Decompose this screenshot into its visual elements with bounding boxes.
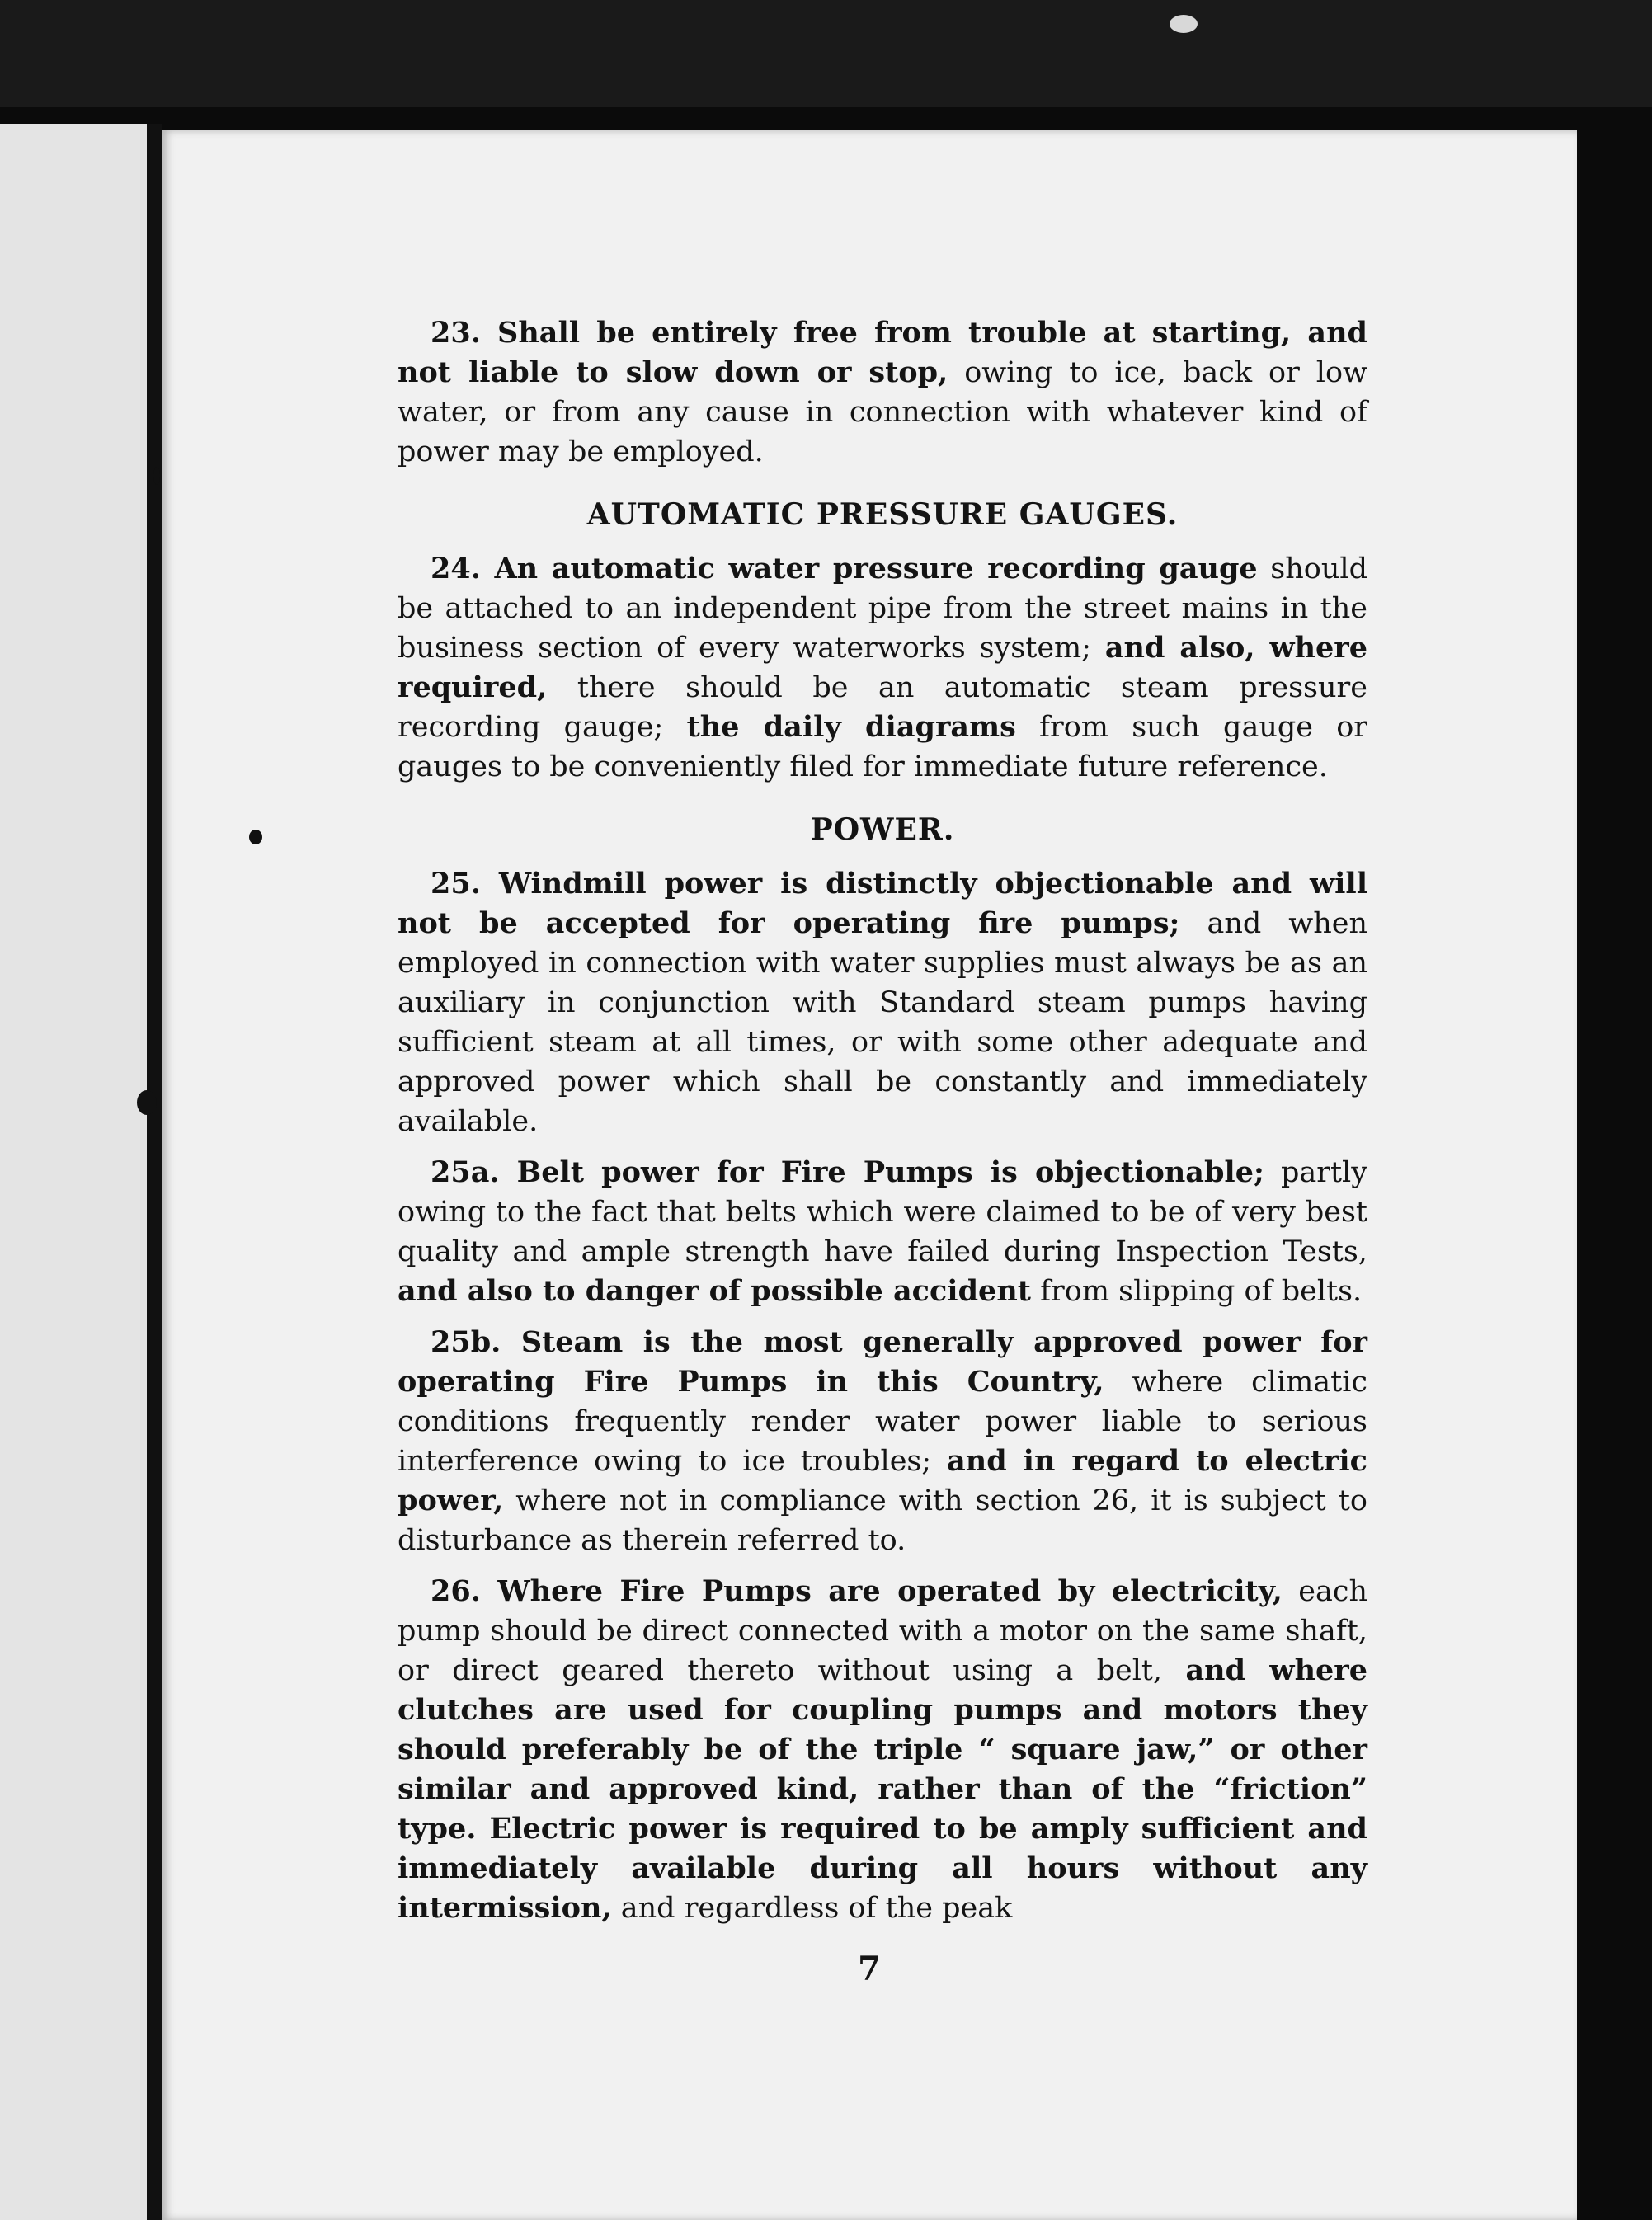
paragraph-24 <box>398 549 1367 787</box>
paragraph-bold-run: 25a. Belt power for Fire Pumps is objectionable; <box>431 1155 1264 1189</box>
paragraph-bold-run: and also, where required, <box>398 631 1367 704</box>
paragraph-bold-run: 25. Windmill power is distinctly objectionable and will not be accepted for operating fire pumps; <box>398 867 1367 940</box>
binding-gutter <box>147 124 162 2220</box>
paragraph-text-run: partly owing to the fact that belts which were claimed to be of very best quality and ample strength have failed during Inspection Tests, <box>398 1156 1367 1268</box>
page-number: 7 <box>858 1950 881 1988</box>
paragraph-bold-run: 23. Shall be entirely free from trouble at starting, and not liable to slow down or stop, <box>398 316 1367 389</box>
paragraph-26 <box>398 1572 1367 1928</box>
scan-artifact <box>1170 15 1198 33</box>
paragraph-bold-run: the daily diagrams <box>686 710 1016 744</box>
paragraph-25a <box>398 1153 1367 1311</box>
paragraph-bold-run: and also to danger of possible accident <box>398 1274 1031 1308</box>
paragraph-bold-run: 26. Where Fire Pumps are operated by electricity, <box>431 1574 1283 1608</box>
paragraph-text-run: and when employed in connection with water supplies must always be as an auxiliary in conjunction with Standard steam pumps having sufficient steam at all times, or with some other adequate and approved power which shall be constantly and immediately available. <box>398 907 1367 1138</box>
paragraph-text-run: from slipping of belts. <box>1030 1275 1363 1308</box>
punch-hole-mark <box>137 1090 157 1115</box>
paragraph-bold-run: and where clutches are used for coupling pumps and motors they should preferably be of the triple “ square jaw,” or other similar and approved kind, rather than of the “friction” type. Electric power is required to be amply sufficient and immediately available during all hours without any intermission, <box>398 1653 1367 1925</box>
paragraph-text-run: where climatic conditions frequently render water power liable to serious interference owing to ice troubles; <box>398 1366 1367 1478</box>
paragraph-text-run: from such gauge or gauges to be conveniently filed for immediate future reference. <box>398 711 1367 783</box>
paragraph-25 <box>398 864 1367 1141</box>
paragraph-text-run: there should be an automatic steam pressure recording gauge; <box>398 671 1367 744</box>
punch-hole-mark <box>249 830 262 844</box>
section-heading-power: POWER. <box>810 812 955 847</box>
paragraph-23 <box>398 313 1367 472</box>
paragraph-25b <box>398 1323 1367 1560</box>
paragraph-bold-run: 24. An automatic water pressure recording gauge <box>431 552 1258 586</box>
paragraph-text-run: where not in compliance with section 26, it is subject to disturbance as therein referred to. <box>398 1484 1367 1557</box>
paragraph-text-run: and regardless of the peak <box>611 1892 1013 1925</box>
paragraph-text-run: should be attached to an independent pipe from the street mains in the business section of every waterworks system; <box>398 553 1367 665</box>
facing-page-edge <box>0 124 147 2220</box>
margin-mark <box>153 467 160 485</box>
paragraph-text-run: owing to ice, back or low water, or from any cause in connection with whatever kind of power may be employed. <box>398 356 1367 468</box>
document-body <box>398 313 1367 1940</box>
paragraph-bold-run: and in regard to electric power, <box>398 1444 1367 1517</box>
section-heading-automatic-pressure-gauges: AUTOMATIC PRESSURE GAUGES. <box>586 497 1179 532</box>
film-border-top <box>0 0 1652 107</box>
paragraph-bold-run: 25b. Steam is the most generally approved power for operating Fire Pumps in this Country, <box>398 1325 1367 1399</box>
paragraph-text-run: each pump should be direct connected with a motor on the same shaft, or direct geared thereto without using a belt, <box>398 1575 1368 1687</box>
